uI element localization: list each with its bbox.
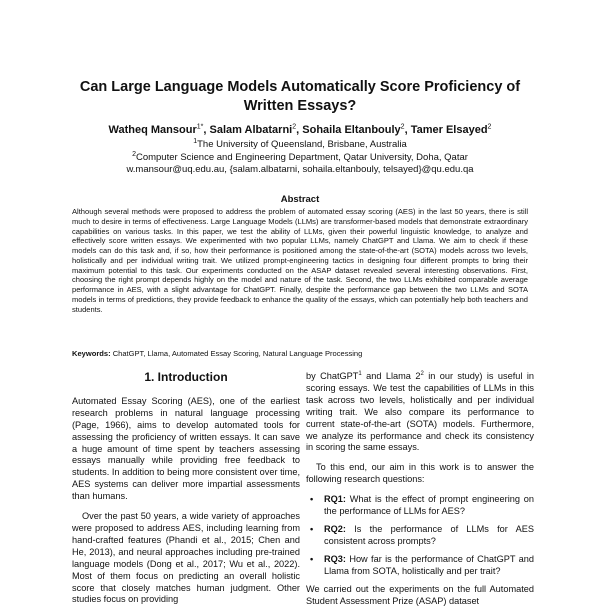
text-run: by ChatGPT xyxy=(306,371,359,381)
keywords xyxy=(72,349,528,359)
research-question-2 xyxy=(306,524,534,548)
author-sup: 1* xyxy=(196,123,204,131)
author-name: Tamer Elsayed xyxy=(410,124,488,136)
right-paragraph-3: We carried out the experiments on the full Automated Student Assessment Prize (ASAP) dataset xyxy=(306,583,534,606)
rq-label: RQ2: xyxy=(324,523,346,534)
keywords-text: ChatGPT, Llama, Automated Essay Scoring, Natural Language Processing xyxy=(112,349,363,358)
rq-text: Is the performance of LLMs for AES consistent across prompts? xyxy=(324,523,534,546)
author-name: Sohaila Eltanbouly xyxy=(302,124,401,136)
left-column xyxy=(72,366,300,614)
text-run: and Llama 2 xyxy=(361,371,421,381)
right-column xyxy=(306,371,534,615)
rq-label: RQ1: xyxy=(324,494,346,505)
intro-paragraph-2: Over the past 50 years, a wide variety of approaches were proposed to address AES, including learning from hand-crafted features (Phandi et al., 2015; Chen and He, 2013), and neural approaches including pre-trained language models (Dong et al., 2017; Wu et al., 2022). Most of them focus on predicting an overall holistic score that closely matches human judgment. Other studies focus on providing xyxy=(72,511,300,605)
affiliation-2 xyxy=(60,152,540,163)
bullet-icon: • xyxy=(310,553,314,564)
affiliation-text: The University of Queensland, Brisbane, Australia xyxy=(197,139,407,150)
author-sup: 2 xyxy=(292,123,297,131)
affiliation-text: Computer Science and Engineering Department, Qatar University, Doha, Qatar xyxy=(135,152,468,163)
bullet-icon: • xyxy=(310,494,314,505)
footnote-marker: 2 xyxy=(420,370,424,377)
right-paragraph-1 xyxy=(306,371,534,454)
paper-title xyxy=(60,78,540,116)
affiliation-sup: 1 xyxy=(193,137,198,145)
abstract-text: Although several methods were proposed to address the problem of automated essay scoring (AES) in the last 50 years, there is still much to desire in terms of effectiveness. Large Language Models (LLMs) are transformer-based models that demonstrate extraordinary capabilities on various tasks. In this paper, we test the ability of LLMs, given their powerful linguistic knowledge, to analyze and effectively score written essays. We experimented with two popular LLMs, namely ChatGPT and Llama. We aim to check if these models can do this task and, if so, how their performance is positioned among the state-of-the-art (SOTA) models across two levels, holistically and per individual writing trait. We utilized prompt-engineering tactics in designing four different prompts to bring their maximum potential to this task. Our experiments conducted on the ASAP dataset revealed several interesting observations. First, choosing the right prompt depends highly on the model and nature of the task. Second, the two LLMs exhibited comparable average performance in AES, with a slight advantage for ChatGPT. Finally, despite the performance gap between the two LLMs and SOTA models in terms of predictions, they provide feedback to enhance the quality of the essays, which can potentially help both teachers and students. xyxy=(72,207,528,314)
author-sup: 2 xyxy=(487,123,492,131)
author-sup: 2 xyxy=(400,123,405,131)
abstract-heading: Abstract xyxy=(280,194,320,205)
intro-paragraph-1: Automated Essay Scoring (AES), one of the earliest research problems in natural language processing (Page, 1966), aims to develop automated tools for assessing the proficiency of written essays. It can save a huge amount of time spent by teachers assessing essays manually while providing free feedback to students. In addition to being more consistent over time, AES systems can deliver more impartial assessments than humans. xyxy=(72,395,300,502)
keywords-label: Keywords: xyxy=(72,349,111,358)
author-emails: w.mansour@uq.edu.au, {salam.albatarni, sohaila.eltanbouly, telsayed}@qu.edu.qa xyxy=(126,164,474,175)
rq-text: How far is the performance of ChatGPT and Llama from SOTA, holistically and per trait? xyxy=(324,553,534,576)
research-question-1 xyxy=(306,494,534,518)
research-question-3 xyxy=(306,554,534,578)
section-heading-introduction: 1. Introduction xyxy=(144,370,228,384)
title-line-1: Can Large Language Models Automatically Score Proficiency of xyxy=(79,79,521,95)
affiliation-1 xyxy=(60,139,540,150)
author-list: Watheq Mansour$^{1*}$, Salam Albatarni$^2$, Sohaila Eltanbouly$^2$, Tamer Elsayed$^2$ xyxy=(108,123,492,136)
text-run: in our study) is useful in scoring essays. We test the capabilities of LLMs in this task across two levels, holistically and per individual writing trait. We also compare its performance to current state-of-the-art (SOTA) models. Furthermore, we analyze its performance and check its consistency in scoring the same essays. xyxy=(306,371,534,453)
affiliation-sup: 2 xyxy=(132,150,136,158)
bullet-icon: • xyxy=(310,523,314,534)
rq-text: What is the effect of prompt engineering on the performance of LLMs for AES? xyxy=(324,494,534,517)
right-paragraph-2: To this end, our aim in this work is to answer the following research questions: xyxy=(306,462,534,485)
author-name: Salam Albatarni xyxy=(209,124,293,136)
title-line-2: Written Essays? xyxy=(243,98,357,114)
footnote-marker: 1 xyxy=(358,370,362,377)
author-name: Watheq Mansour xyxy=(108,124,197,136)
rq-label: RQ3: xyxy=(324,553,346,564)
